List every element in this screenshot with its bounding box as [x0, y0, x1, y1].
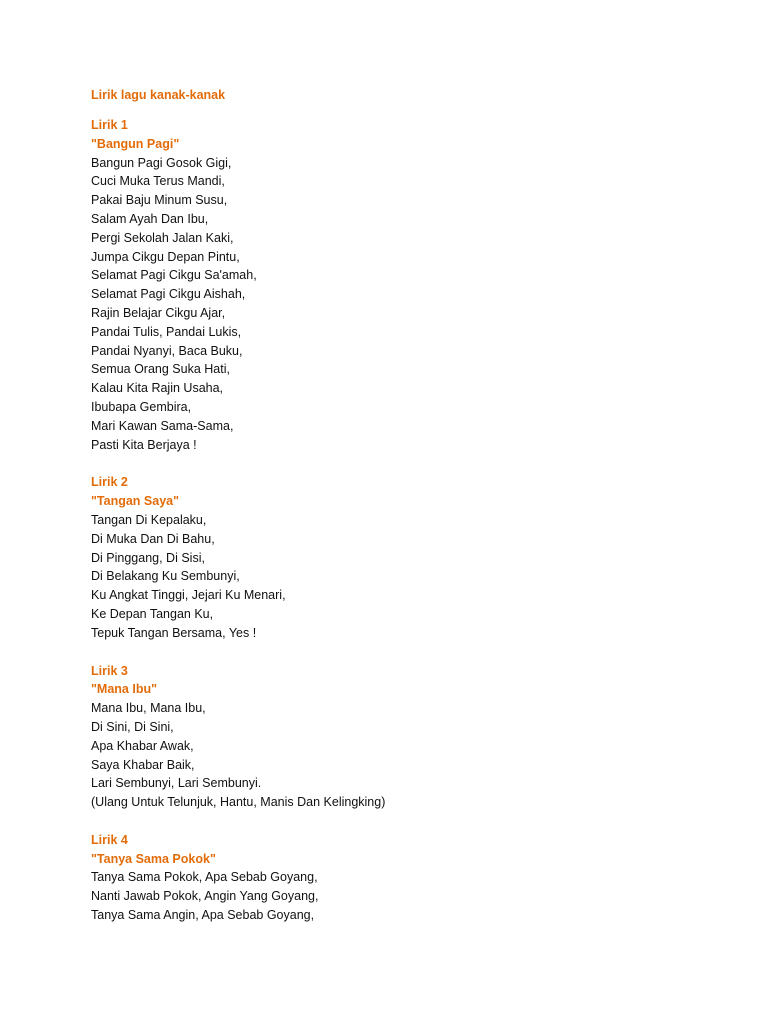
song-number: Lirik 3 [91, 663, 128, 678]
song-number: Lirik 2 [91, 475, 128, 490]
song-title: "Mana Ibu" [91, 682, 158, 697]
lyric-line: Ibubapa Gembira, [91, 399, 192, 414]
lyric-line: Nanti Jawab Pokok, Angin Yang Goyang, [91, 889, 319, 904]
song-section [91, 662, 731, 812]
lyric-line: Mana Ibu, Mana Ibu, [91, 701, 206, 716]
lyric-line: Tepuk Tangan Bersama, Yes ! [91, 625, 257, 640]
song-title: "Tanya Sama Pokok" [91, 851, 216, 866]
lyric-line: Semua Orang Suka Hati, [91, 362, 230, 377]
lyric-line: Di Pinggang, Di Sisi, [91, 550, 205, 565]
song-section [91, 473, 731, 642]
song-number: Lirik 1 [91, 118, 128, 132]
lyric-line: Tanya Sama Angin, Apa Sebab Goyang, [91, 908, 315, 923]
song-number: Lirik 4 [91, 832, 128, 847]
song-title: "Tangan Saya" [91, 494, 180, 509]
lyric-line: Tanya Sama Pokok, Apa Sebab Goyang, [91, 870, 318, 885]
lyric-line: Pasti Kita Berjaya ! [91, 437, 197, 452]
lyric-line: (Ulang Untuk Telunjuk, Hantu, Manis Dan Kelingking) [91, 795, 386, 810]
lyric-line: Selamat Pagi Cikgu Sa'amah, [91, 268, 257, 283]
lyric-line: Pergi Sekolah Jalan Kaki, [91, 230, 234, 245]
song-list [91, 116, 731, 925]
lyric-line: Di Belakang Ku Sembunyi, [91, 569, 240, 584]
lyric-line: Tangan Di Kepalaku, [91, 512, 207, 527]
lyric-line: Salam Ayah Dan Ibu, [91, 211, 209, 226]
lyric-line: Di Sini, Di Sini, [91, 719, 174, 734]
song-title: "Bangun Pagi" [91, 136, 180, 151]
lyric-line: Jumpa Cikgu Depan Pintu, [91, 249, 240, 264]
lyric-line: Bangun Pagi Gosok Gigi, [91, 155, 232, 170]
song-section [91, 831, 731, 925]
lyric-line: Ke Depan Tangan Ku, [91, 606, 214, 621]
lyric-line: Lari Sembunyi, Lari Sembunyi. [91, 776, 262, 791]
lyric-line: Mari Kawan Sama-Sama, [91, 418, 234, 433]
document-title: Lirik lagu kanak-kanak [91, 88, 226, 102]
lyric-line: Selamat Pagi Cikgu Aishah, [91, 287, 246, 302]
lyric-line: Kalau Kita Rajin Usaha, [91, 381, 224, 396]
lyric-line: Ku Angkat Tinggi, Jejari Ku Menari, [91, 588, 286, 603]
song-section [91, 116, 731, 454]
lyric-line: Pandai Tulis, Pandai Lukis, [91, 324, 242, 339]
lyric-line: Rajin Belajar Cikgu Ajar, [91, 305, 226, 320]
lyric-line: Di Muka Dan Di Bahu, [91, 531, 215, 546]
lyric-line: Apa Khabar Awak, [91, 738, 194, 753]
lyric-line: Cuci Muka Terus Mandi, [91, 174, 225, 189]
lyric-line: Saya Khabar Baik, [91, 757, 195, 772]
lyric-line: Pakai Baju Minum Susu, [91, 193, 228, 208]
lyric-line: Pandai Nyanyi, Baca Buku, [91, 343, 243, 358]
document-page [91, 86, 731, 944]
